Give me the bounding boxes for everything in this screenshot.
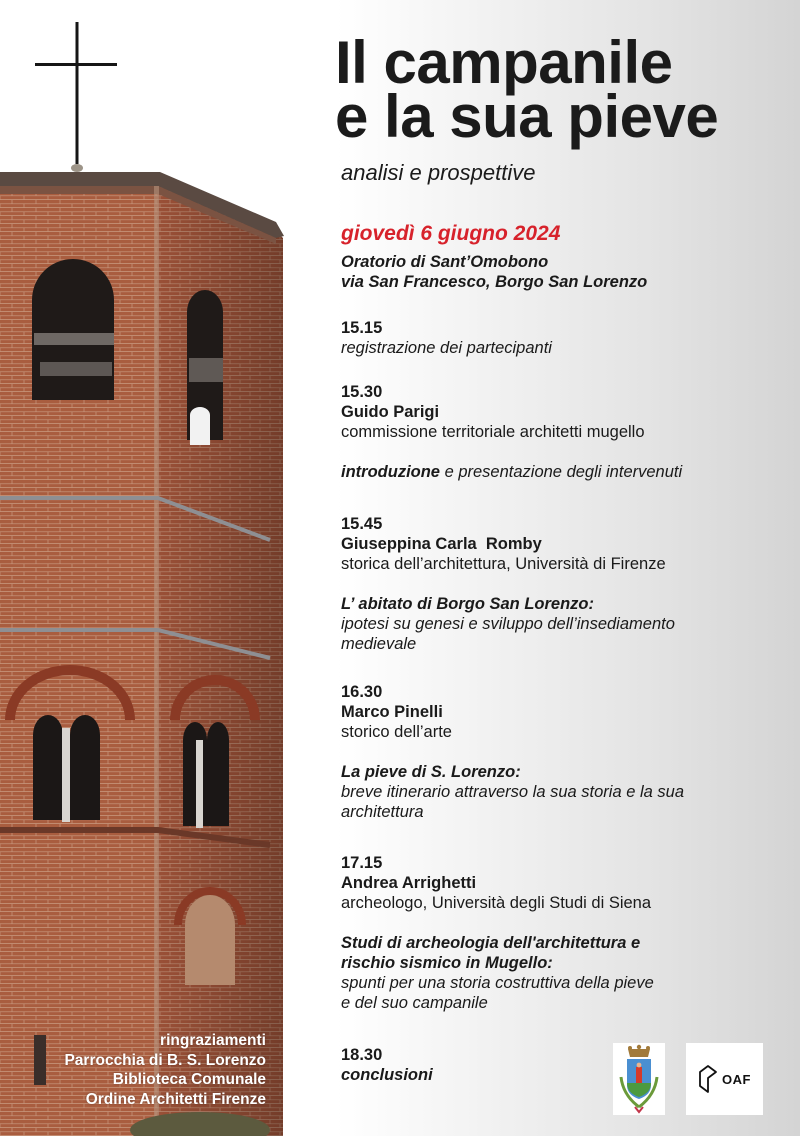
program-time: 15.15 bbox=[341, 319, 383, 337]
bell-tower-photo bbox=[0, 0, 290, 1136]
event-date: giovedì 6 giugno 2024 bbox=[341, 222, 561, 245]
program-note: conclusioni bbox=[341, 1066, 433, 1084]
speaker-name: Giuseppina Carla Romby bbox=[341, 535, 542, 553]
poster-title bbox=[335, 29, 719, 150]
program-time: 18.30 bbox=[341, 1046, 383, 1064]
talk-desc: ipotesi su genesi e sviluppo dell’insediamento bbox=[341, 615, 675, 633]
talk-title: Studi di archeologia dell'architettura e bbox=[341, 934, 641, 952]
intro-bold: introduzione bbox=[341, 463, 440, 481]
acknowledgements bbox=[64, 1031, 266, 1109]
talk-title: rischio sismico in Mugello: bbox=[341, 954, 553, 972]
oaf-cube-icon bbox=[698, 1064, 718, 1094]
comune-logo bbox=[613, 1043, 665, 1115]
program-item-romby bbox=[341, 514, 675, 654]
program-item-arrighetti bbox=[341, 853, 654, 1013]
intro-rest: e presentazione degli intervenuti bbox=[439, 463, 683, 481]
speaker-name: Guido Parigi bbox=[341, 403, 440, 421]
talk-desc: medievale bbox=[341, 635, 417, 653]
talk-desc: e del suo campanile bbox=[341, 994, 488, 1012]
program-time: 16.30 bbox=[341, 683, 383, 701]
coat-of-arms-icon bbox=[613, 1043, 665, 1115]
speaker-name: Marco Pinelli bbox=[341, 703, 443, 721]
speaker-name: Andrea Arrighetti bbox=[341, 874, 477, 892]
venue-address: via San Francesco, Borgo San Lorenzo bbox=[341, 273, 648, 291]
program-time: 15.30 bbox=[341, 383, 383, 401]
thanks-item: Parrocchia di B. S. Lorenzo bbox=[64, 1051, 266, 1069]
talk-desc: breve itinerario attraverso la sua storia e la sua bbox=[341, 783, 685, 801]
talk-title: La pieve di S. Lorenzo: bbox=[341, 763, 521, 781]
venue-name: Oratorio di Sant’Omobono bbox=[341, 253, 549, 271]
program-item-registration bbox=[341, 318, 552, 358]
speaker-role: commissione territoriale architetti mugello bbox=[341, 423, 645, 441]
thanks-heading: ringraziamenti bbox=[160, 1032, 266, 1049]
program-time: 17.15 bbox=[341, 854, 383, 872]
program-note: registrazione dei partecipanti bbox=[341, 339, 552, 357]
oaf-logo bbox=[686, 1043, 763, 1115]
poster-subtitle: analisi e prospettive bbox=[341, 160, 536, 185]
program-item-pinelli bbox=[341, 682, 684, 822]
speaker-role: storica dell’architettura, Università di Firenze bbox=[341, 555, 666, 573]
talk-desc: spunti per una storia costruttiva della pieve bbox=[341, 974, 654, 992]
speaker-role: storico dell’arte bbox=[341, 723, 452, 741]
event-venue bbox=[341, 252, 647, 292]
thanks-item: Ordine Architetti Firenze bbox=[85, 1090, 266, 1108]
program-item-parigi bbox=[341, 382, 682, 482]
title-line-1: Il campanile bbox=[335, 29, 673, 96]
program-item-conclusions bbox=[341, 1045, 433, 1085]
cross-icon bbox=[35, 22, 117, 172]
talk-title: L’ abitato di Borgo San Lorenzo: bbox=[341, 595, 594, 613]
talk-desc: architettura bbox=[341, 803, 424, 821]
speaker-role: archeologo, Università degli Studi di Siena bbox=[341, 894, 652, 912]
program-time: 15.45 bbox=[341, 515, 383, 533]
intro-line bbox=[341, 462, 682, 482]
thanks-item: Biblioteca Comunale bbox=[112, 1071, 266, 1088]
title-line-2: e la sua pieve bbox=[335, 83, 719, 150]
oaf-text: OAF bbox=[722, 1071, 751, 1087]
